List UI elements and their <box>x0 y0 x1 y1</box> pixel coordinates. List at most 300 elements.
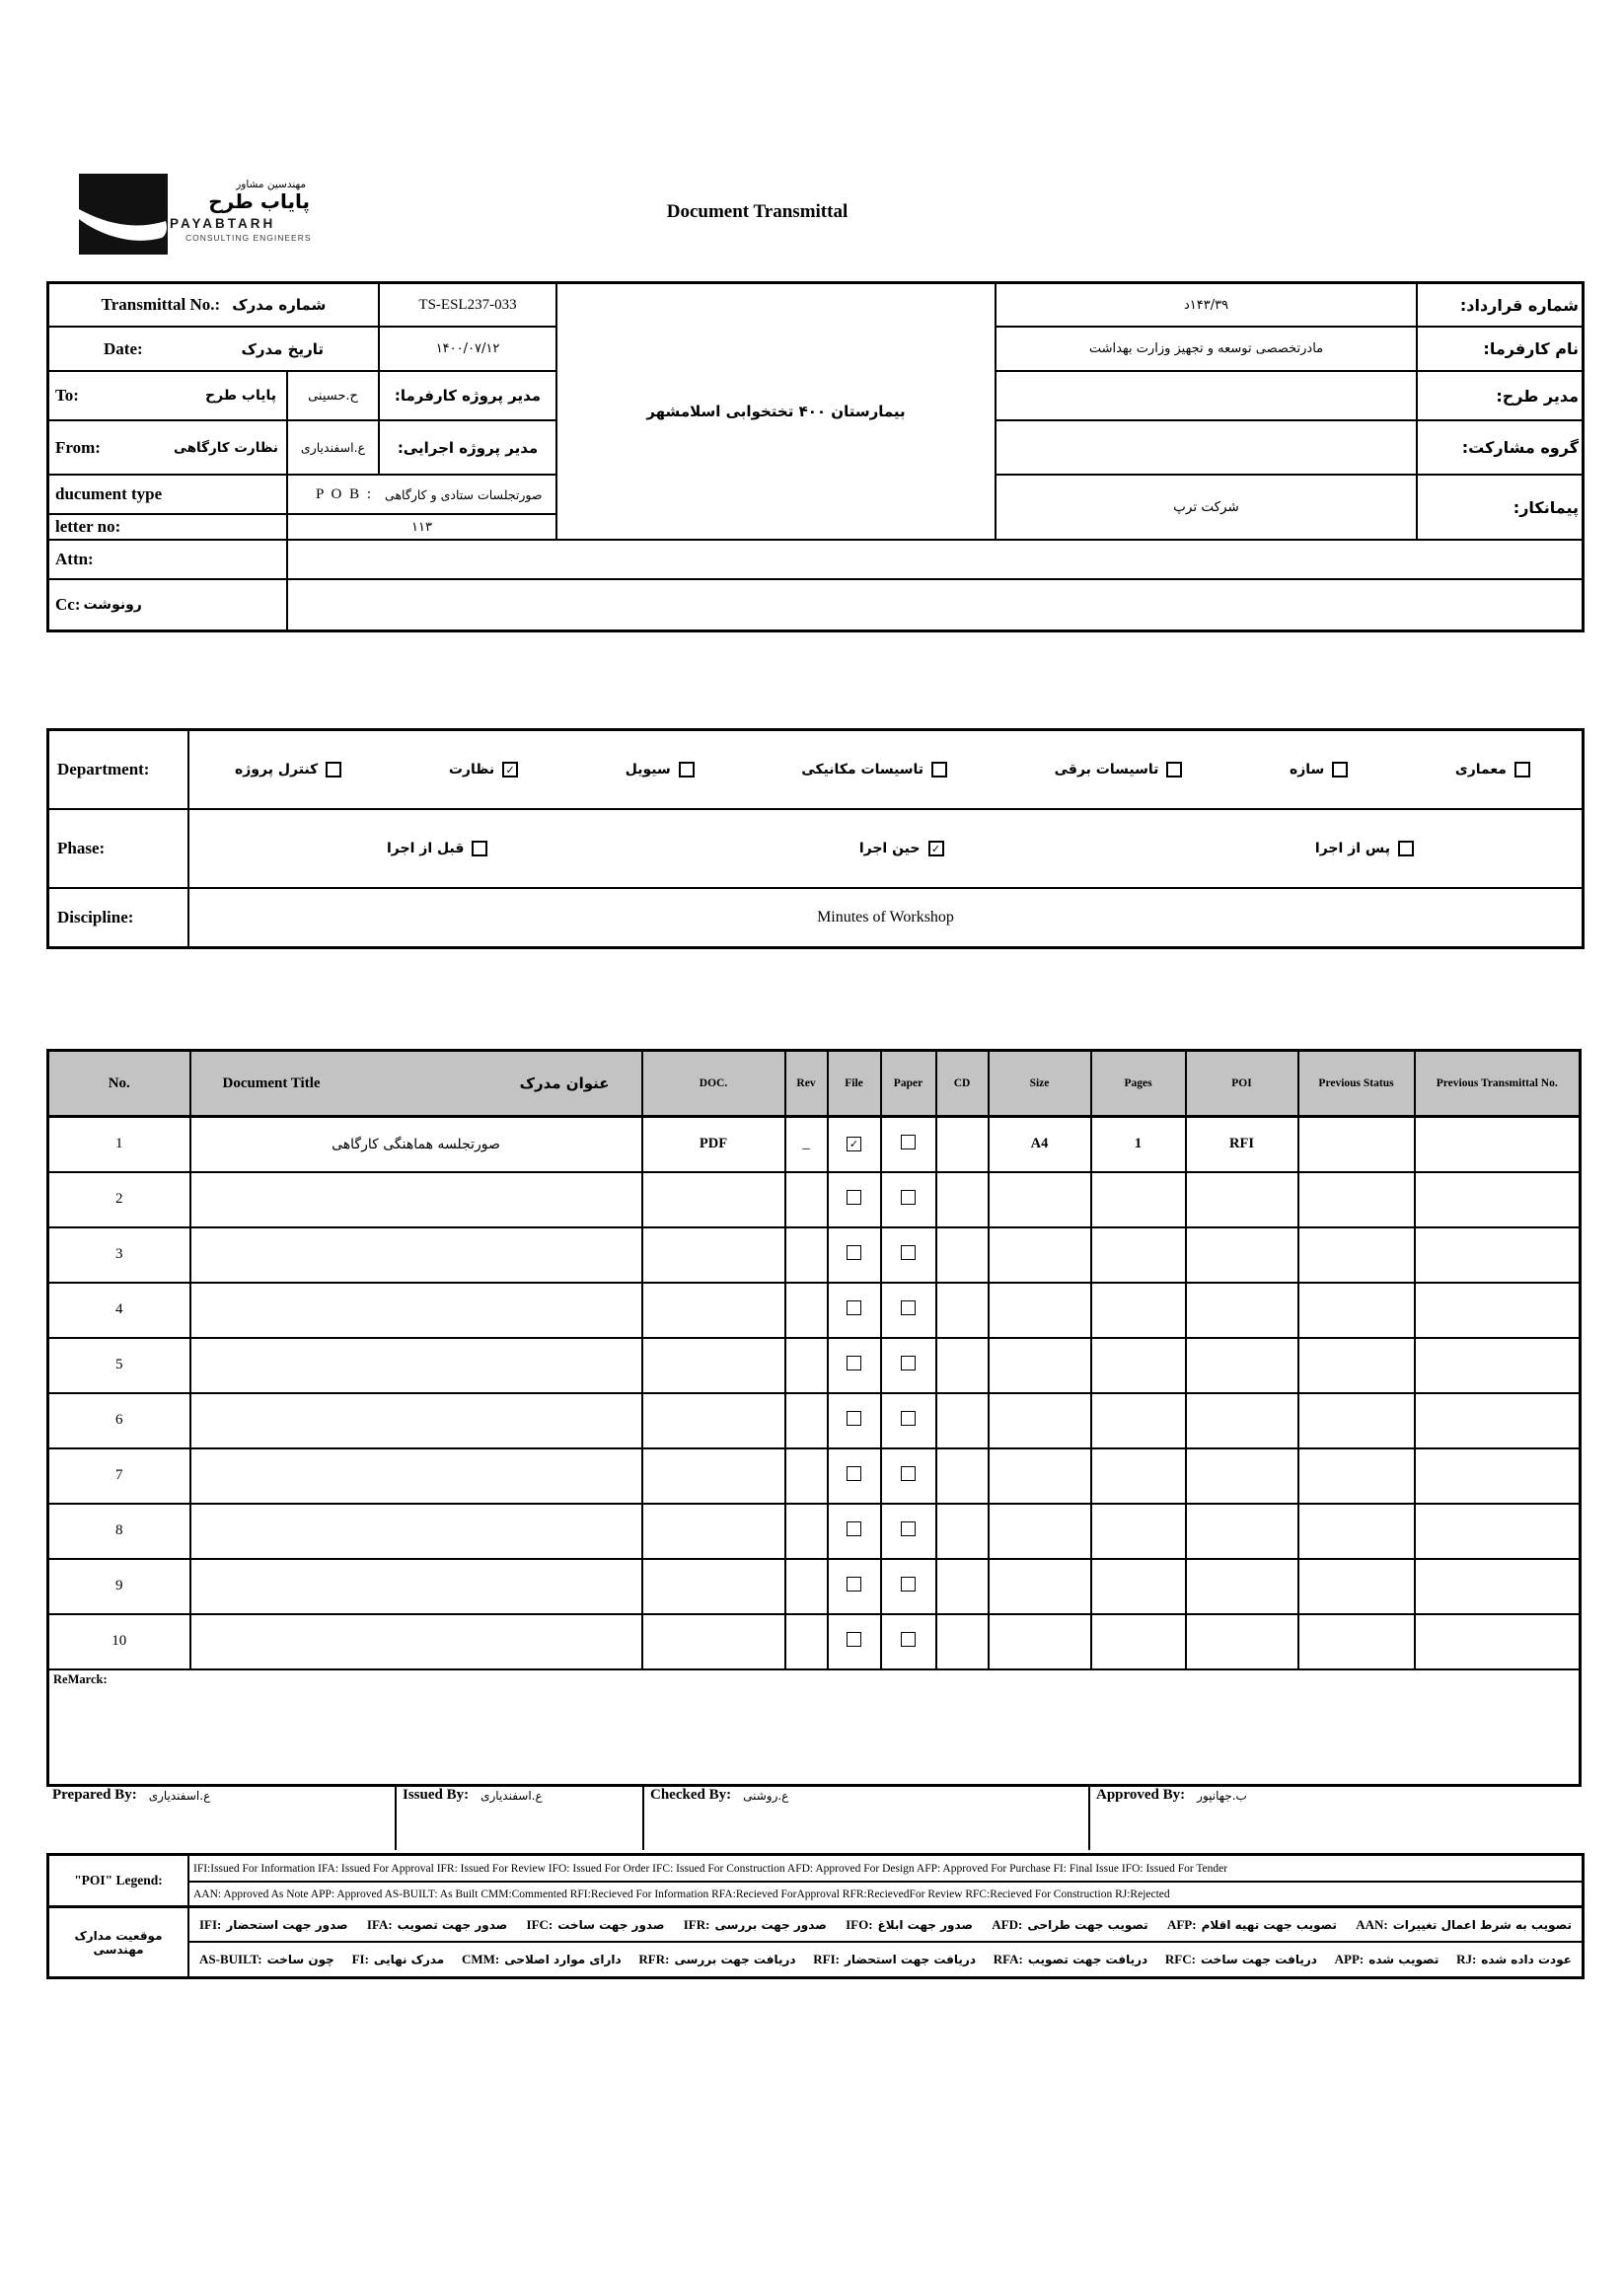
cell-cd <box>936 1504 989 1559</box>
logo-tagline-fa: مهندسین مشاور <box>236 179 306 190</box>
client-pm-name: ح.حسینی <box>286 370 378 419</box>
department-label: Department: <box>57 760 150 778</box>
client-name-value: مادرتخصصی توسعه و تجهیز وزارت بهداشت <box>995 326 1416 370</box>
cell-title <box>190 1559 642 1614</box>
department-label: سیویل <box>625 762 671 778</box>
legend-item-code: RFR: <box>638 1952 670 1966</box>
legend-item-text: صدور جهت ابلاغ <box>877 1917 973 1932</box>
legend-item-code: AFP: <box>1166 1916 1197 1932</box>
cell-poi <box>1186 1338 1298 1393</box>
legend-item-code: IFR: <box>683 1916 710 1932</box>
department-checkbox[interactable] <box>1514 762 1530 778</box>
phase-label: حین اجرا <box>858 841 921 856</box>
legend-item-text: مدرک نهایی <box>373 1953 445 1966</box>
legend-item-text: دریافت جهت استحضار <box>845 1953 976 1966</box>
cell-rev <box>785 1504 828 1559</box>
legend-item <box>367 1917 507 1933</box>
cell-poi <box>1186 1227 1298 1283</box>
cell-rev <box>785 1393 828 1448</box>
legend-side-label: موقعیت مدارک مهندسی <box>49 1905 187 1976</box>
cell-prev-transmittal <box>1415 1393 1581 1448</box>
paper-checkbox[interactable] <box>901 1577 916 1592</box>
legend-item <box>1167 1917 1337 1933</box>
project-name: بیمارستان ۴۰۰ تختخوابی اسلامشهر <box>555 284 995 539</box>
file-checkbox[interactable] <box>847 1521 861 1536</box>
legend-item-text: تصویب به شرط اعمال تغییرات <box>1392 1917 1572 1932</box>
cell-paper <box>881 1283 936 1338</box>
cell-paper <box>881 1117 936 1172</box>
prepared-by: Prepared By: ع.اسفندیاری <box>52 1787 211 1803</box>
cell-title <box>190 1448 642 1504</box>
paper-checkbox[interactable] <box>901 1300 916 1315</box>
cc-label: Cc: رونوشت <box>49 578 286 630</box>
client-name-label: نام کارفرما: <box>1416 326 1582 370</box>
department-checkbox[interactable] <box>931 762 947 778</box>
cell-size <box>989 1504 1091 1559</box>
letter-no-label: letter no: <box>49 513 286 539</box>
partnership-group-value <box>995 419 1416 474</box>
document-row <box>48 1172 1581 1227</box>
cell-prev-status <box>1298 1172 1415 1227</box>
cell-paper <box>881 1504 936 1559</box>
legend-item <box>1456 1952 1572 1967</box>
legend-item-text: دریافت جهت بررسی <box>674 1953 796 1966</box>
cell-cd <box>936 1393 989 1448</box>
letter-no-value: ۱۱۳ <box>286 513 555 539</box>
cell-rev <box>785 1448 828 1504</box>
document-type-label: ducument type <box>49 474 286 513</box>
legend-item-text: صدور جهت تصویب <box>397 1917 508 1932</box>
col-previous-status: Previous Status <box>1298 1051 1415 1117</box>
to-field: To: پایاب طرح <box>49 370 286 419</box>
cell-poi <box>1186 1448 1298 1504</box>
cell-prev-status <box>1298 1338 1415 1393</box>
legend-item <box>199 1917 348 1933</box>
cell-no: 1 <box>48 1117 190 1172</box>
cell-paper <box>881 1393 936 1448</box>
department-label: کنترل پروژه <box>235 762 319 778</box>
document-row <box>48 1448 1581 1504</box>
department-checkboxes <box>187 731 1582 808</box>
cell-file <box>828 1559 881 1614</box>
department-label: سازه <box>1289 762 1325 778</box>
document-row <box>48 1117 1581 1172</box>
cell-doc <box>642 1448 785 1504</box>
cell-no: 7 <box>48 1448 190 1504</box>
contract-no-label: شماره قرارداد: <box>1416 284 1582 326</box>
file-checkbox[interactable] <box>847 1466 861 1481</box>
remark-cell: ReMarck: <box>48 1669 1581 1786</box>
legend-item-code: RFA: <box>993 1952 1023 1966</box>
client-pm-label: مدیر پروژه کارفرما: <box>378 370 555 419</box>
discipline-label: Discipline: <box>49 887 187 946</box>
cell-cd <box>936 1172 989 1227</box>
cell-cd <box>936 1559 989 1614</box>
logo-name-en: PAYABTARH <box>170 216 276 231</box>
page-title: Document Transmittal <box>666 201 849 222</box>
cell-file <box>828 1283 881 1338</box>
cell-doc <box>642 1172 785 1227</box>
cell-poi: RFI <box>1186 1117 1298 1172</box>
cell-paper <box>881 1338 936 1393</box>
cell-file <box>828 1504 881 1559</box>
cell-pages <box>1091 1172 1186 1227</box>
department-item <box>1055 762 1183 778</box>
cell-cd <box>936 1227 989 1283</box>
cell-file <box>828 1614 881 1669</box>
cell-title <box>190 1227 642 1283</box>
header-table <box>46 281 1585 632</box>
cell-size <box>989 1393 1091 1448</box>
cell-doc: PDF <box>642 1117 785 1172</box>
approved-by: Approved By: ب.جهانپور <box>1088 1784 1579 1850</box>
cell-prev-transmittal <box>1415 1448 1581 1504</box>
phase-checkbox[interactable]: ✓ <box>928 841 944 856</box>
poi-legend-label: "POI" Legend: <box>74 1873 163 1888</box>
cell-doc <box>642 1393 785 1448</box>
cell-prev-transmittal <box>1415 1504 1581 1559</box>
remark-row <box>48 1669 1581 1786</box>
phase-checkboxes <box>187 808 1582 887</box>
legend-item-code: AAN: <box>1356 1916 1388 1932</box>
cell-title: صورتجلسه هماهنگی کارگاهی <box>190 1117 642 1172</box>
cell-rev <box>785 1338 828 1393</box>
cell-file <box>828 1227 881 1283</box>
legend-item <box>1356 1917 1572 1933</box>
from-field: From: نظارت کارگاهی <box>49 419 286 474</box>
contractor-label: پیمانکار: <box>1416 474 1582 539</box>
cell-title <box>190 1338 642 1393</box>
legend-item <box>846 1917 973 1933</box>
legend-item-code: IFI: <box>199 1916 222 1932</box>
document-row <box>48 1283 1581 1338</box>
cell-prev-status <box>1298 1393 1415 1448</box>
department-item <box>235 762 341 778</box>
department-checkbox[interactable] <box>1332 762 1348 778</box>
cell-poi <box>1186 1283 1298 1338</box>
exec-pm-name: ع.اسفندیاری <box>286 419 378 474</box>
legend-item <box>527 1917 665 1933</box>
cell-size <box>989 1172 1091 1227</box>
phase-checkbox[interactable] <box>1398 841 1414 856</box>
cell-file <box>828 1448 881 1504</box>
legend-item <box>813 1952 976 1967</box>
legend-item <box>352 1952 445 1967</box>
department-label: تاسیسات برقی <box>1054 762 1159 778</box>
department-checkbox[interactable] <box>679 762 695 778</box>
col-previous-transmittal: Previous Transmittal No. <box>1415 1051 1581 1117</box>
legend-item-code: AS-BUILT: <box>199 1952 262 1966</box>
cc-value <box>286 578 1582 630</box>
legend-item-code: RFC: <box>1164 1952 1196 1966</box>
paper-checkbox[interactable] <box>901 1190 916 1205</box>
cell-file <box>828 1338 881 1393</box>
phase-item <box>859 841 944 856</box>
legend-item-code: IFO: <box>846 1916 873 1932</box>
cell-prev-status <box>1298 1559 1415 1614</box>
phase-label: قبل از اجرا <box>387 841 465 856</box>
logo-tagline-en: CONSULTING ENGINEERS <box>185 233 312 243</box>
partnership-group-label: گروه مشارکت: <box>1416 419 1582 474</box>
transmittal-no-value: TS-ESL237-033 <box>378 284 555 326</box>
file-checkbox[interactable] <box>847 1300 861 1315</box>
cell-prev-status <box>1298 1227 1415 1283</box>
cell-file <box>828 1393 881 1448</box>
paper-checkbox[interactable] <box>901 1135 916 1149</box>
legend-item-code: AFD: <box>992 1916 1023 1932</box>
file-checkbox[interactable]: ✓ <box>847 1137 861 1151</box>
cell-doc <box>642 1504 785 1559</box>
department-item <box>1290 762 1348 778</box>
cell-doc <box>642 1338 785 1393</box>
discipline-value: Minutes of Workshop <box>187 887 1582 946</box>
col-poi: POI <box>1186 1051 1298 1117</box>
cell-size <box>989 1448 1091 1504</box>
cell-rev <box>785 1559 828 1614</box>
paper-checkbox[interactable] <box>901 1466 916 1481</box>
col-doc: DOC. <box>642 1051 785 1117</box>
cell-paper <box>881 1448 936 1504</box>
cell-paper <box>881 1227 936 1283</box>
cell-paper <box>881 1614 936 1669</box>
phase-item <box>387 841 487 856</box>
col-cd: CD <box>936 1051 989 1117</box>
legend-item-text: عودت داده شده <box>1481 1953 1572 1966</box>
col-file: File <box>828 1051 881 1117</box>
col-size: Size <box>989 1051 1091 1117</box>
phase-checkbox[interactable] <box>472 841 487 856</box>
documents-header-row <box>48 1051 1581 1117</box>
logo-name-fa: پایاب طرح <box>208 189 310 213</box>
issued-by: Issued By: ع.اسفندیاری <box>395 1784 642 1850</box>
paper-checkbox[interactable] <box>901 1245 916 1260</box>
department-item <box>801 762 947 778</box>
cell-no: 9 <box>48 1559 190 1614</box>
legend-item-code: CMM: <box>462 1952 500 1966</box>
cell-title <box>190 1283 642 1338</box>
attn-value <box>286 539 1582 578</box>
plan-manager-value <box>995 370 1416 419</box>
cell-file <box>828 1172 881 1227</box>
plan-manager-label: مدیر طرح: <box>1416 370 1582 419</box>
filters-table <box>46 728 1585 949</box>
cell-title <box>190 1172 642 1227</box>
cell-prev-status <box>1298 1614 1415 1669</box>
cell-no: 4 <box>48 1283 190 1338</box>
cell-prev-status <box>1298 1283 1415 1338</box>
cell-rev <box>785 1283 828 1338</box>
cell-cd <box>936 1614 989 1669</box>
cell-rev <box>785 1614 828 1669</box>
poi-legend <box>46 1853 1585 1979</box>
legend-item-code: IFC: <box>526 1916 554 1932</box>
cell-title <box>190 1614 642 1669</box>
cell-pages: 1 <box>1091 1117 1186 1172</box>
cell-pages <box>1091 1227 1186 1283</box>
document-row <box>48 1227 1581 1283</box>
cell-no: 5 <box>48 1338 190 1393</box>
cell-doc <box>642 1614 785 1669</box>
date-value: ۱۴۰۰/۰۷/۱۲ <box>378 326 555 370</box>
cell-prev-transmittal <box>1415 1172 1581 1227</box>
cell-poi <box>1186 1504 1298 1559</box>
exec-pm-label: مدیر پروژه اجرایی: <box>378 419 555 474</box>
cell-prev-transmittal <box>1415 1117 1581 1172</box>
legend-item-text: صدور جهت استحضار <box>226 1917 348 1932</box>
department-label: معماری <box>1454 762 1507 778</box>
legend-item-code: RFI: <box>813 1952 841 1966</box>
paper-checkbox[interactable] <box>901 1411 916 1426</box>
cell-poi <box>1186 1614 1298 1669</box>
legend-item-text: چون ساخت <box>266 1953 334 1966</box>
department-item <box>626 762 695 778</box>
cell-prev-status <box>1298 1448 1415 1504</box>
legend-item-text: دریافت جهت تصویب <box>1027 1953 1148 1966</box>
cell-rev: _ <box>785 1117 828 1172</box>
file-checkbox[interactable] <box>847 1245 861 1260</box>
cell-prev-transmittal <box>1415 1338 1581 1393</box>
file-checkbox[interactable] <box>847 1356 861 1370</box>
cell-pages <box>1091 1448 1186 1504</box>
file-checkbox[interactable] <box>847 1411 861 1426</box>
phase-label: Phase: <box>49 808 187 887</box>
cell-no: 2 <box>48 1172 190 1227</box>
cell-prev-status <box>1298 1504 1415 1559</box>
col-no: No. <box>48 1051 190 1117</box>
document-type-value: P O B : صورتجلسات ستادی و کارگاهی <box>286 474 555 513</box>
cell-doc <box>642 1283 785 1338</box>
cell-size <box>989 1283 1091 1338</box>
attn-label: Attn: <box>49 539 286 578</box>
department-label: نظارت <box>448 762 495 778</box>
cell-prev-status <box>1298 1117 1415 1172</box>
cell-no: 3 <box>48 1227 190 1283</box>
legend-item-code: RJ: <box>1456 1952 1477 1966</box>
paper-checkbox[interactable] <box>901 1521 916 1536</box>
document-row <box>48 1504 1581 1559</box>
cell-title <box>190 1504 642 1559</box>
cell-prev-transmittal <box>1415 1283 1581 1338</box>
cell-cd <box>936 1338 989 1393</box>
cell-poi <box>1186 1172 1298 1227</box>
cell-cd <box>936 1117 989 1172</box>
phase-item <box>1315 841 1414 856</box>
cell-rev <box>785 1227 828 1283</box>
cell-size <box>989 1227 1091 1283</box>
legend-item <box>638 1952 795 1967</box>
legend-item-code: APP: <box>1334 1952 1365 1966</box>
phase-label: پس از اجرا <box>1314 841 1390 856</box>
department-checkbox[interactable] <box>326 762 341 778</box>
cell-poi <box>1186 1559 1298 1614</box>
cell-prev-transmittal <box>1415 1559 1581 1614</box>
cell-poi <box>1186 1393 1298 1448</box>
legend-item-code: FI: <box>351 1952 369 1966</box>
cell-rev <box>785 1172 828 1227</box>
col-title: Document Title عنوان مدرک <box>190 1051 642 1117</box>
legend-item-text: صدور جهت ساخت <box>557 1917 665 1932</box>
legend-item <box>1165 1952 1317 1967</box>
col-pages: Pages <box>1091 1051 1186 1117</box>
department-item <box>1455 762 1530 778</box>
department-item <box>449 762 518 778</box>
cell-cd <box>936 1448 989 1504</box>
cell-file <box>828 1117 881 1172</box>
cell-no: 8 <box>48 1504 190 1559</box>
legend-item <box>462 1952 622 1967</box>
department-checkbox[interactable] <box>1166 762 1182 778</box>
cell-pages <box>1091 1283 1186 1338</box>
paper-checkbox[interactable] <box>901 1632 916 1647</box>
legend-english-row-1: IFI:Issued For Information IFA: Issued For Approval IFR: Issued For Review IFO: Issued For Order IFC: Issued For Construction AFD: Approved For Design AFP: Approved For Purchase FI: Final Issue IFO: Issued For Tender <box>187 1856 1582 1881</box>
legend-item <box>994 1952 1147 1967</box>
date-label: Date: تاریخ مدرک <box>49 326 378 370</box>
legend-item-text: تصویب شده <box>1368 1953 1439 1966</box>
contractor-value: شرکت ترپ <box>995 474 1416 539</box>
cell-paper <box>881 1172 936 1227</box>
legend-persian-row-2 <box>187 1941 1582 1976</box>
transmittal-no-label: Transmittal No.: شماره مدرک <box>101 295 327 314</box>
legend-english-row-2: AAN: Approved As Note APP: Approved AS-BUILT: As Built CMM:Commented RFI:Recieved For Information RFA:Recieved ForApproval RFR:RecievedFor Review RFC:Recieved For Construction RJ:Rejected <box>187 1881 1582 1905</box>
cell-pages <box>1091 1504 1186 1559</box>
document-row <box>48 1338 1581 1393</box>
legend-item-text: تصویب جهت طراحی <box>1027 1917 1148 1932</box>
legend-item <box>199 1952 334 1967</box>
col-paper: Paper <box>881 1051 936 1117</box>
cell-no: 6 <box>48 1393 190 1448</box>
cell-title <box>190 1393 642 1448</box>
col-rev: Rev <box>785 1051 828 1117</box>
cell-size <box>989 1559 1091 1614</box>
legend-item <box>992 1917 1147 1933</box>
paper-checkbox[interactable] <box>901 1356 916 1370</box>
file-checkbox[interactable] <box>847 1190 861 1205</box>
legend-item <box>1335 1952 1439 1967</box>
department-label: تاسیسات مکانیکی <box>801 762 924 778</box>
document-row <box>48 1559 1581 1614</box>
cell-prev-transmittal <box>1415 1614 1581 1669</box>
cell-prev-transmittal <box>1415 1227 1581 1283</box>
cell-pages <box>1091 1338 1186 1393</box>
legend-item-text: تصویب جهت تهیه اقلام <box>1201 1917 1337 1932</box>
contract-no-value: ۱۴۳/۳۹د <box>995 284 1416 326</box>
legend-item-text: صدور جهت بررسی <box>714 1917 827 1932</box>
cell-size <box>989 1338 1091 1393</box>
cell-size: A4 <box>989 1117 1091 1172</box>
cell-cd <box>936 1283 989 1338</box>
legend-item-text: دریافت جهت ساخت <box>1200 1953 1317 1966</box>
file-checkbox[interactable] <box>847 1577 861 1592</box>
documents-table <box>46 1049 1582 1787</box>
signatures-row <box>46 1784 1579 1850</box>
cell-paper <box>881 1559 936 1614</box>
legend-item-code: IFA: <box>366 1916 393 1932</box>
legend-persian-row-1 <box>187 1905 1582 1941</box>
document-row <box>48 1393 1581 1448</box>
file-checkbox[interactable] <box>847 1632 861 1647</box>
cell-doc <box>642 1227 785 1283</box>
cell-pages <box>1091 1559 1186 1614</box>
cell-doc <box>642 1559 785 1614</box>
cell-no: 10 <box>48 1614 190 1669</box>
legend-item-text: دارای موارد اصلاحی <box>504 1953 622 1966</box>
department-checkbox[interactable]: ✓ <box>502 762 518 778</box>
document-row <box>48 1614 1581 1669</box>
cell-pages <box>1091 1393 1186 1448</box>
cell-pages <box>1091 1614 1186 1669</box>
cell-size <box>989 1614 1091 1669</box>
checked-by: Checked By: ع.روشنی <box>642 1784 1088 1850</box>
